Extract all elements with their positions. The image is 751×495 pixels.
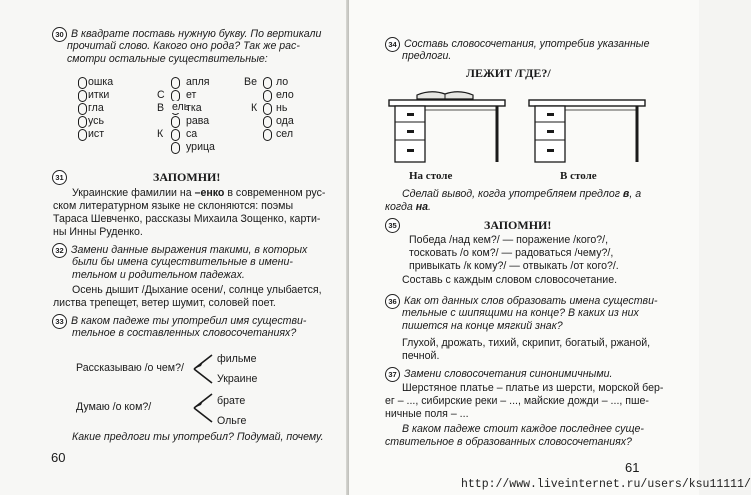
given-letter: С [157, 89, 165, 101]
letter-box [263, 116, 272, 128]
fork-arrow-icon [192, 352, 214, 386]
word-fragment: сел [276, 128, 294, 140]
phrase-1: Рассказываю /о чем?/ [76, 362, 184, 374]
letter-box [78, 116, 87, 128]
fork-arrow-icon [192, 391, 214, 425]
exercise-32-instruction: 32 Замени данные выражения такими, в которых [52, 243, 307, 258]
letter-box [78, 77, 87, 89]
exercise-36-instruction: 36 Как от данных слов образовать имена существи- [385, 294, 658, 309]
given-letter: В [157, 102, 165, 114]
exercise-32-instruction-line3: тельном и родительном падежах. [72, 269, 245, 281]
exercise-37-question-line2: ствительное в образованных словосочетаниях? [385, 436, 632, 448]
word-fragment: итки [88, 89, 110, 101]
letter-box [263, 90, 272, 102]
desk-with-book-icon [387, 86, 507, 166]
exercise-32-example-line1: Осень дышит /Дыхание осени/, солнце улыбается, [72, 284, 322, 296]
left-page [0, 0, 349, 495]
exercise-30-instruction-line2: прочитай слово. Какого оно рода? Так же рас- [67, 40, 300, 52]
exercise-36-words-line2: печной. [402, 350, 440, 362]
word-fragment: урица [186, 141, 215, 153]
word-fragment: ист [88, 128, 105, 140]
letter-box [78, 129, 87, 141]
phrase-1-option: Украине [217, 373, 258, 385]
exercise-number-badge: 37 [385, 367, 400, 382]
exercise-31-text-line4: ны Инны Руденко. [53, 226, 143, 238]
phrase-2: Думаю /о ком?/ [76, 401, 152, 413]
caption-in-table: В столе [560, 170, 597, 182]
letter-box [171, 116, 180, 128]
word-fragment: ло [276, 76, 289, 88]
exercise-35-line1: Победа /над кем?/ — поражение /кого?/, [409, 234, 609, 246]
exercise-number-badge: 31 [52, 170, 67, 185]
letter-box [263, 129, 272, 141]
exercise-number-badge: 34 [385, 37, 400, 52]
exercise-37-body-line3: ничные поля – ... [385, 408, 469, 420]
exercise-36-instruction-line2: тельные с шипящими на конце? В каких из них [402, 307, 639, 319]
page-number-left: 60 [51, 450, 66, 465]
exercise-37-body-line2: ег – ..., сибирские реки – ..., майские дожди – ..., пше- [385, 395, 649, 407]
phrase-2-option: Ольге [217, 415, 247, 427]
letter-box [171, 77, 180, 89]
caption-on-table: На столе [409, 170, 453, 182]
exercise-36-words-line1: Глухой, дрожать, тихий, скрипит, богатый, ржаной, [402, 337, 651, 349]
exercise-number-badge: 36 [385, 294, 400, 309]
exercise-31-text-line3: Тараса Шевченко, рассказы Михаила Зощенко, карти- [53, 213, 321, 225]
exercise-30-instruction-line3: смотри остальные существительные: [67, 53, 268, 65]
exercise-number-badge: 35 [385, 218, 400, 233]
exercise-36-instruction-line3: пишется на конце мягкий знак? [402, 320, 563, 332]
letter-box [263, 103, 272, 115]
exercise-30-instruction: 30 В квадрате поставь нужную букву. По вертикали [52, 27, 321, 42]
exercise-34-conclusion-line2: когда на. [385, 201, 431, 213]
picture-heading: ЛЕЖИТ /ГДЕ?/ [466, 66, 551, 80]
letter-box [263, 77, 272, 89]
exercise-32-instruction-line2: были бы имена существительные в имени- [72, 256, 293, 268]
exercise-31-text-line2: ском литературном языке не склоняются: поэмы [53, 200, 294, 212]
exercise-35-line3: привыкать /к кому?/ — отвыкать /от кого?/. [409, 260, 619, 272]
phrase-2-option: брате [217, 395, 246, 407]
letter-box [78, 103, 87, 115]
letter-box [171, 142, 180, 154]
exercise-32-example-line2: листва трепещет, ветер шумит, соловей поет. [53, 297, 276, 309]
word-fragment: ошка [88, 76, 114, 88]
word-fragment: са [186, 128, 198, 140]
word-fragment: гла [88, 102, 104, 114]
exercise-34-conclusion: Сделай вывод, когда употребляем предлог в, а [402, 188, 642, 200]
remember-heading: ЗАПОМНИ! [153, 170, 221, 184]
exercise-number-badge: 32 [52, 243, 67, 258]
exercise-35-line2: тосковать /о ком?/ — радоваться /чему?/, [409, 247, 614, 259]
word-fragment: нь [276, 102, 288, 114]
watermark-url[interactable]: http://www.liveinternet.ru/users/ksu11111/ [461, 478, 751, 491]
exercise-34-instruction-line2: предлоги. [402, 50, 452, 62]
exercise-33-footer: Какие предлоги ты употребил? Подумай, почему. [72, 431, 324, 443]
word-fragment: ело [276, 89, 294, 101]
page-number-right: 61 [625, 460, 640, 475]
word-fragment: тка [186, 102, 202, 114]
given-letter: Ве [244, 76, 257, 88]
word-fragment: апля [186, 76, 210, 88]
phrase-1-option: фильме [217, 353, 257, 365]
exercise-number-badge: 33 [52, 314, 67, 329]
remember-heading: ЗАПОМНИ! [484, 218, 552, 232]
given-letter: К [157, 128, 164, 140]
letter-box [171, 129, 180, 141]
letter-box [78, 90, 87, 102]
word-fragment: рава [186, 115, 210, 127]
exercise-35-line4: Составь с каждым словом словосочетание. [402, 274, 618, 286]
word-fragment: ет [186, 89, 197, 101]
exercise-37-instruction: 37 Замени словосочетания синонимичными. [385, 367, 612, 382]
word-fragment: усь [88, 115, 104, 127]
exercise-33-instruction-line2: тельное в составленных словосочетаниях? [72, 327, 297, 339]
word-fragment: ода [276, 115, 294, 127]
exercise-34-instruction: 34 Составь словосочетания, употребив указанные [385, 37, 650, 52]
given-letter: К [251, 102, 258, 114]
exercise-37-question-line1: В каком падеже стоит каждое последнее суще- [402, 423, 644, 435]
word-fragment: ель [172, 101, 190, 113]
right-page [349, 0, 751, 495]
exercise-31-text-line1: Украинские фамилии на –енко в современном рус- [72, 187, 326, 199]
exercise-37-body-line1: Шерстяное платье – платье из шерсти, морской бер- [402, 382, 664, 394]
exercise-number-badge: 30 [52, 27, 67, 42]
exercise-33-instruction: 33 В каком падеже ты употребил имя существи- [52, 314, 306, 329]
desk-empty-icon [527, 86, 647, 166]
